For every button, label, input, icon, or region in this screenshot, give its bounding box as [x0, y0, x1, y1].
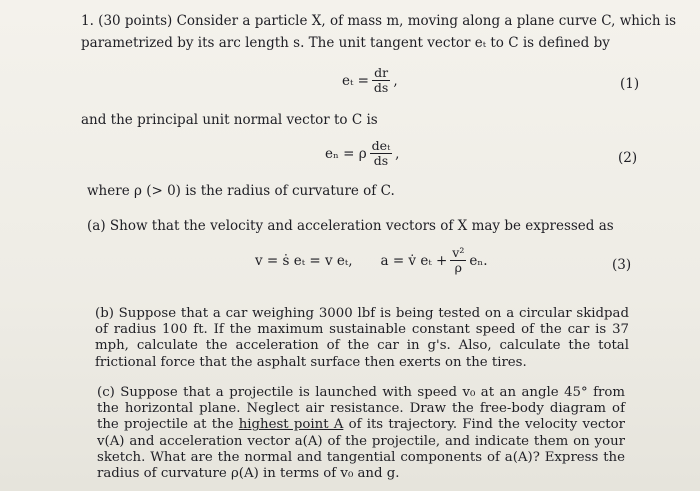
- eq3-tail: eₙ.: [469, 252, 488, 269]
- part-c-underlined: highest point A: [238, 417, 344, 433]
- equation-3: [255, 246, 487, 275]
- eq2-denominator: ds: [373, 153, 389, 168]
- part-c-text-after: of its trajectory. Find the velocity vector v(A) and acceleration vector a(A) of the projectile, and indicate them on your sketch. What are the normal and tangential components of a(A)? Express the radius of curvature ρ(A) in terms of v₀ and g.: [97, 417, 625, 482]
- eq1-numerator: dr: [374, 65, 389, 80]
- eq2-tail: ,: [395, 145, 400, 162]
- equation-1: [342, 66, 398, 95]
- eq1-lhs: eₜ =: [342, 72, 369, 89]
- eq3-velocity: v = ṡ eₜ = v eₜ,: [255, 252, 353, 269]
- equation-2-number: (2): [618, 150, 638, 166]
- eq2-lhs: eₙ = ρ: [325, 145, 367, 162]
- eq3-denominator: ρ: [454, 260, 462, 275]
- eq3-numerator: v²: [452, 245, 465, 260]
- eq3-fraction: [450, 246, 466, 275]
- equation-1-number: (1): [620, 76, 640, 92]
- part-a-text: (a) Show that the velocity and acceleration vectors of X may be expressed as: [87, 218, 614, 234]
- problem-intro-line-1: 1. (30 points) Consider a particle X, of mass m, moving along a plane curve C, which is: [81, 13, 677, 29]
- equation-2: [325, 139, 399, 168]
- equation-3-number: (3): [612, 257, 632, 273]
- eq3-acceleration: a = v̇ eₜ +: [380, 252, 448, 269]
- problem-intro-line-2: parametrized by its arc length s. The unit tangent vector eₜ to C is defined by: [81, 35, 610, 51]
- eq2-numerator: deₜ: [371, 138, 391, 153]
- eq1-fraction: [372, 66, 390, 95]
- eq1-denominator: ds: [373, 80, 389, 95]
- part-b-text: (b) Suppose that a car weighing 3000 lbf is being tested on a circular skidpad of radius 100 ft. If the maximum sustainable constant speed of the car is 37 mph, calculate the acceleration of the car in g's. Also, calculate the total frictional force that the asphalt surface then exerts on the tires.: [95, 306, 629, 370]
- eq2-fraction: [370, 139, 392, 168]
- normal-vector-intro: and the principal unit normal vector to C is: [81, 112, 378, 128]
- part-c-text: [97, 385, 625, 482]
- part-c-text-before: (c) Suppose that a projectile is launched with speed v₀ at an angle 45° from the horizontal plane. Neglect air resistance. Draw the free-body diagram of the projectile at the: [97, 385, 625, 433]
- radius-definition: where ρ (> 0) is the radius of curvature of C.: [87, 183, 395, 199]
- eq1-tail: ,: [393, 72, 398, 89]
